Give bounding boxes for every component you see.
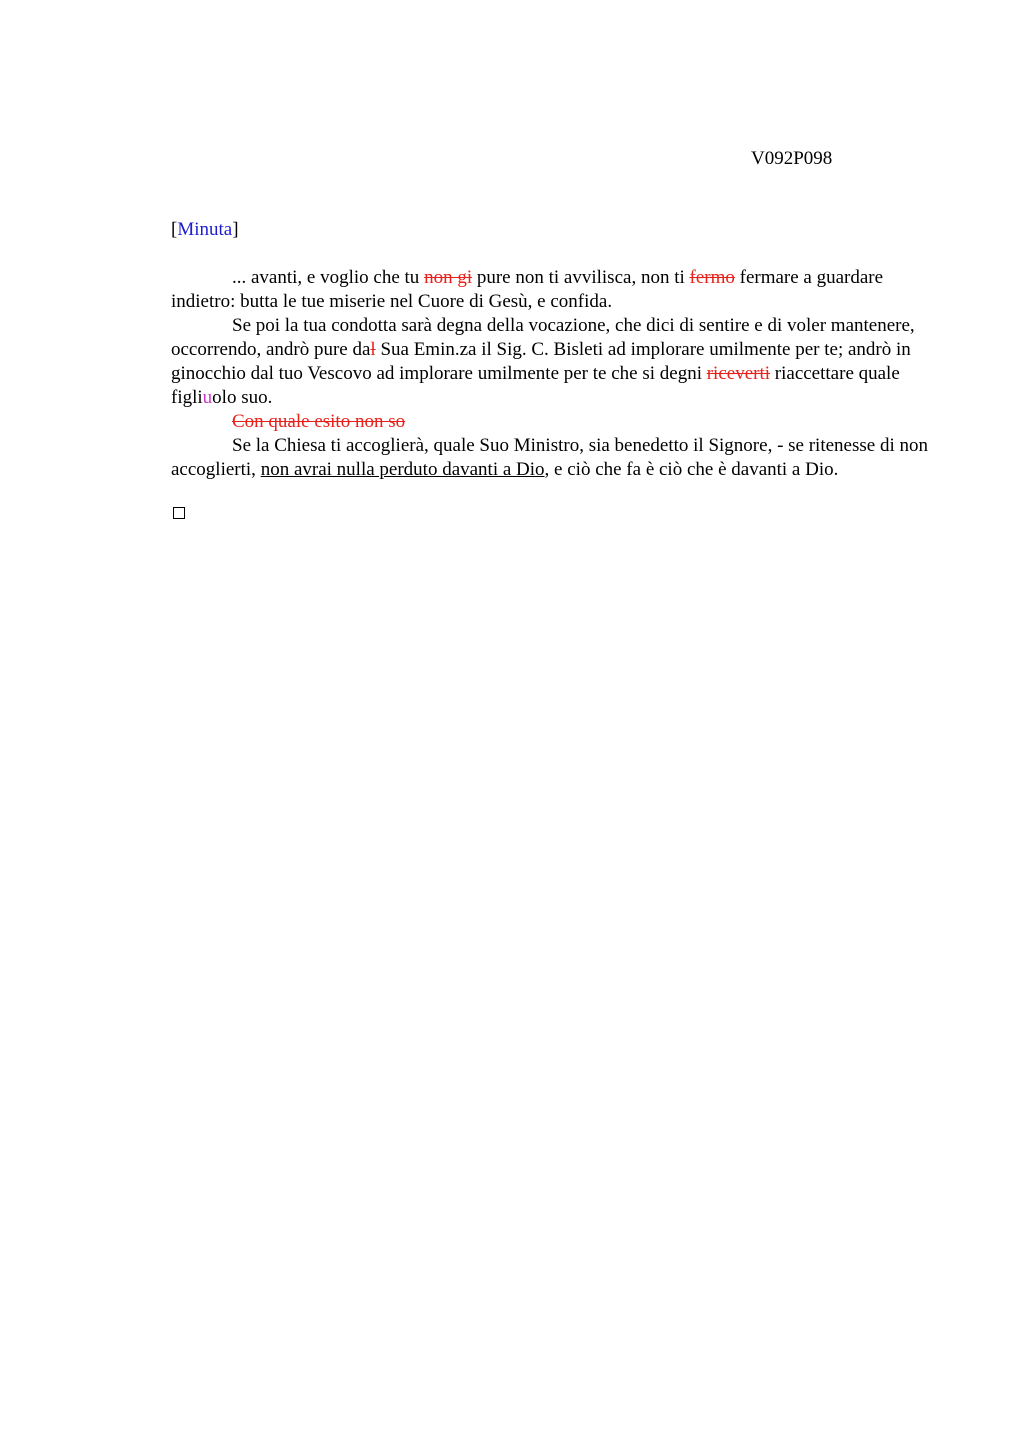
text-segment: olo suo. [212, 387, 273, 408]
label-bracket-open: [ [171, 219, 178, 240]
end-marker-box-icon [173, 507, 185, 519]
paragraph-1 [171, 266, 941, 314]
label-text: Minuta [177, 219, 233, 240]
text-segment: , e ciò che fa è ciò che è davanti a Dio. [544, 459, 839, 480]
deleted-text: fermo [689, 267, 735, 288]
deleted-text: non gi [424, 267, 473, 288]
label-bracket-close: ] [232, 219, 239, 240]
underlined-text: non avrai nulla perduto davanti a Dio [260, 459, 545, 480]
paragraph-2 [171, 314, 941, 410]
text-segment: riaccettare quale figli [171, 363, 900, 408]
inserted-letter: u [202, 387, 213, 408]
deleted-text: l [370, 339, 376, 360]
text-segment: ... avanti, e voglio che tu [232, 267, 425, 288]
letter-body [171, 266, 941, 482]
deleted-text: riceverti [706, 363, 771, 384]
text-segment: pure non ti avvilisca, non ti [472, 267, 690, 288]
deleted-line: Con quale esito non so [232, 411, 406, 432]
text-segment: Se la Chiesa ti accoglierà, quale Suo Ministro, sia benedetto il Signore, - se ritenesse di non accoglierti, [171, 435, 928, 480]
minuta-label [171, 218, 239, 242]
text-segment: Se poi la tua condotta sarà degna della vocazione, che dici di sentire e di voler mantenere, occorrendo, andrò pure da [171, 315, 915, 360]
paragraph-4 [171, 434, 941, 482]
text-segment: Sua Emin.za il Sig. C. Bisleti ad implorare umilmente per te; andrò in ginocchio dal tuo Vescovo ad implorare umilmente per te che si degni [171, 339, 911, 384]
paragraph-3 [171, 410, 941, 434]
text-segment: fermare a guardare indietro: butta le tue miserie nel Cuore di Gesù, e confida. [171, 267, 884, 312]
reference-code: V092P098 [751, 148, 833, 169]
